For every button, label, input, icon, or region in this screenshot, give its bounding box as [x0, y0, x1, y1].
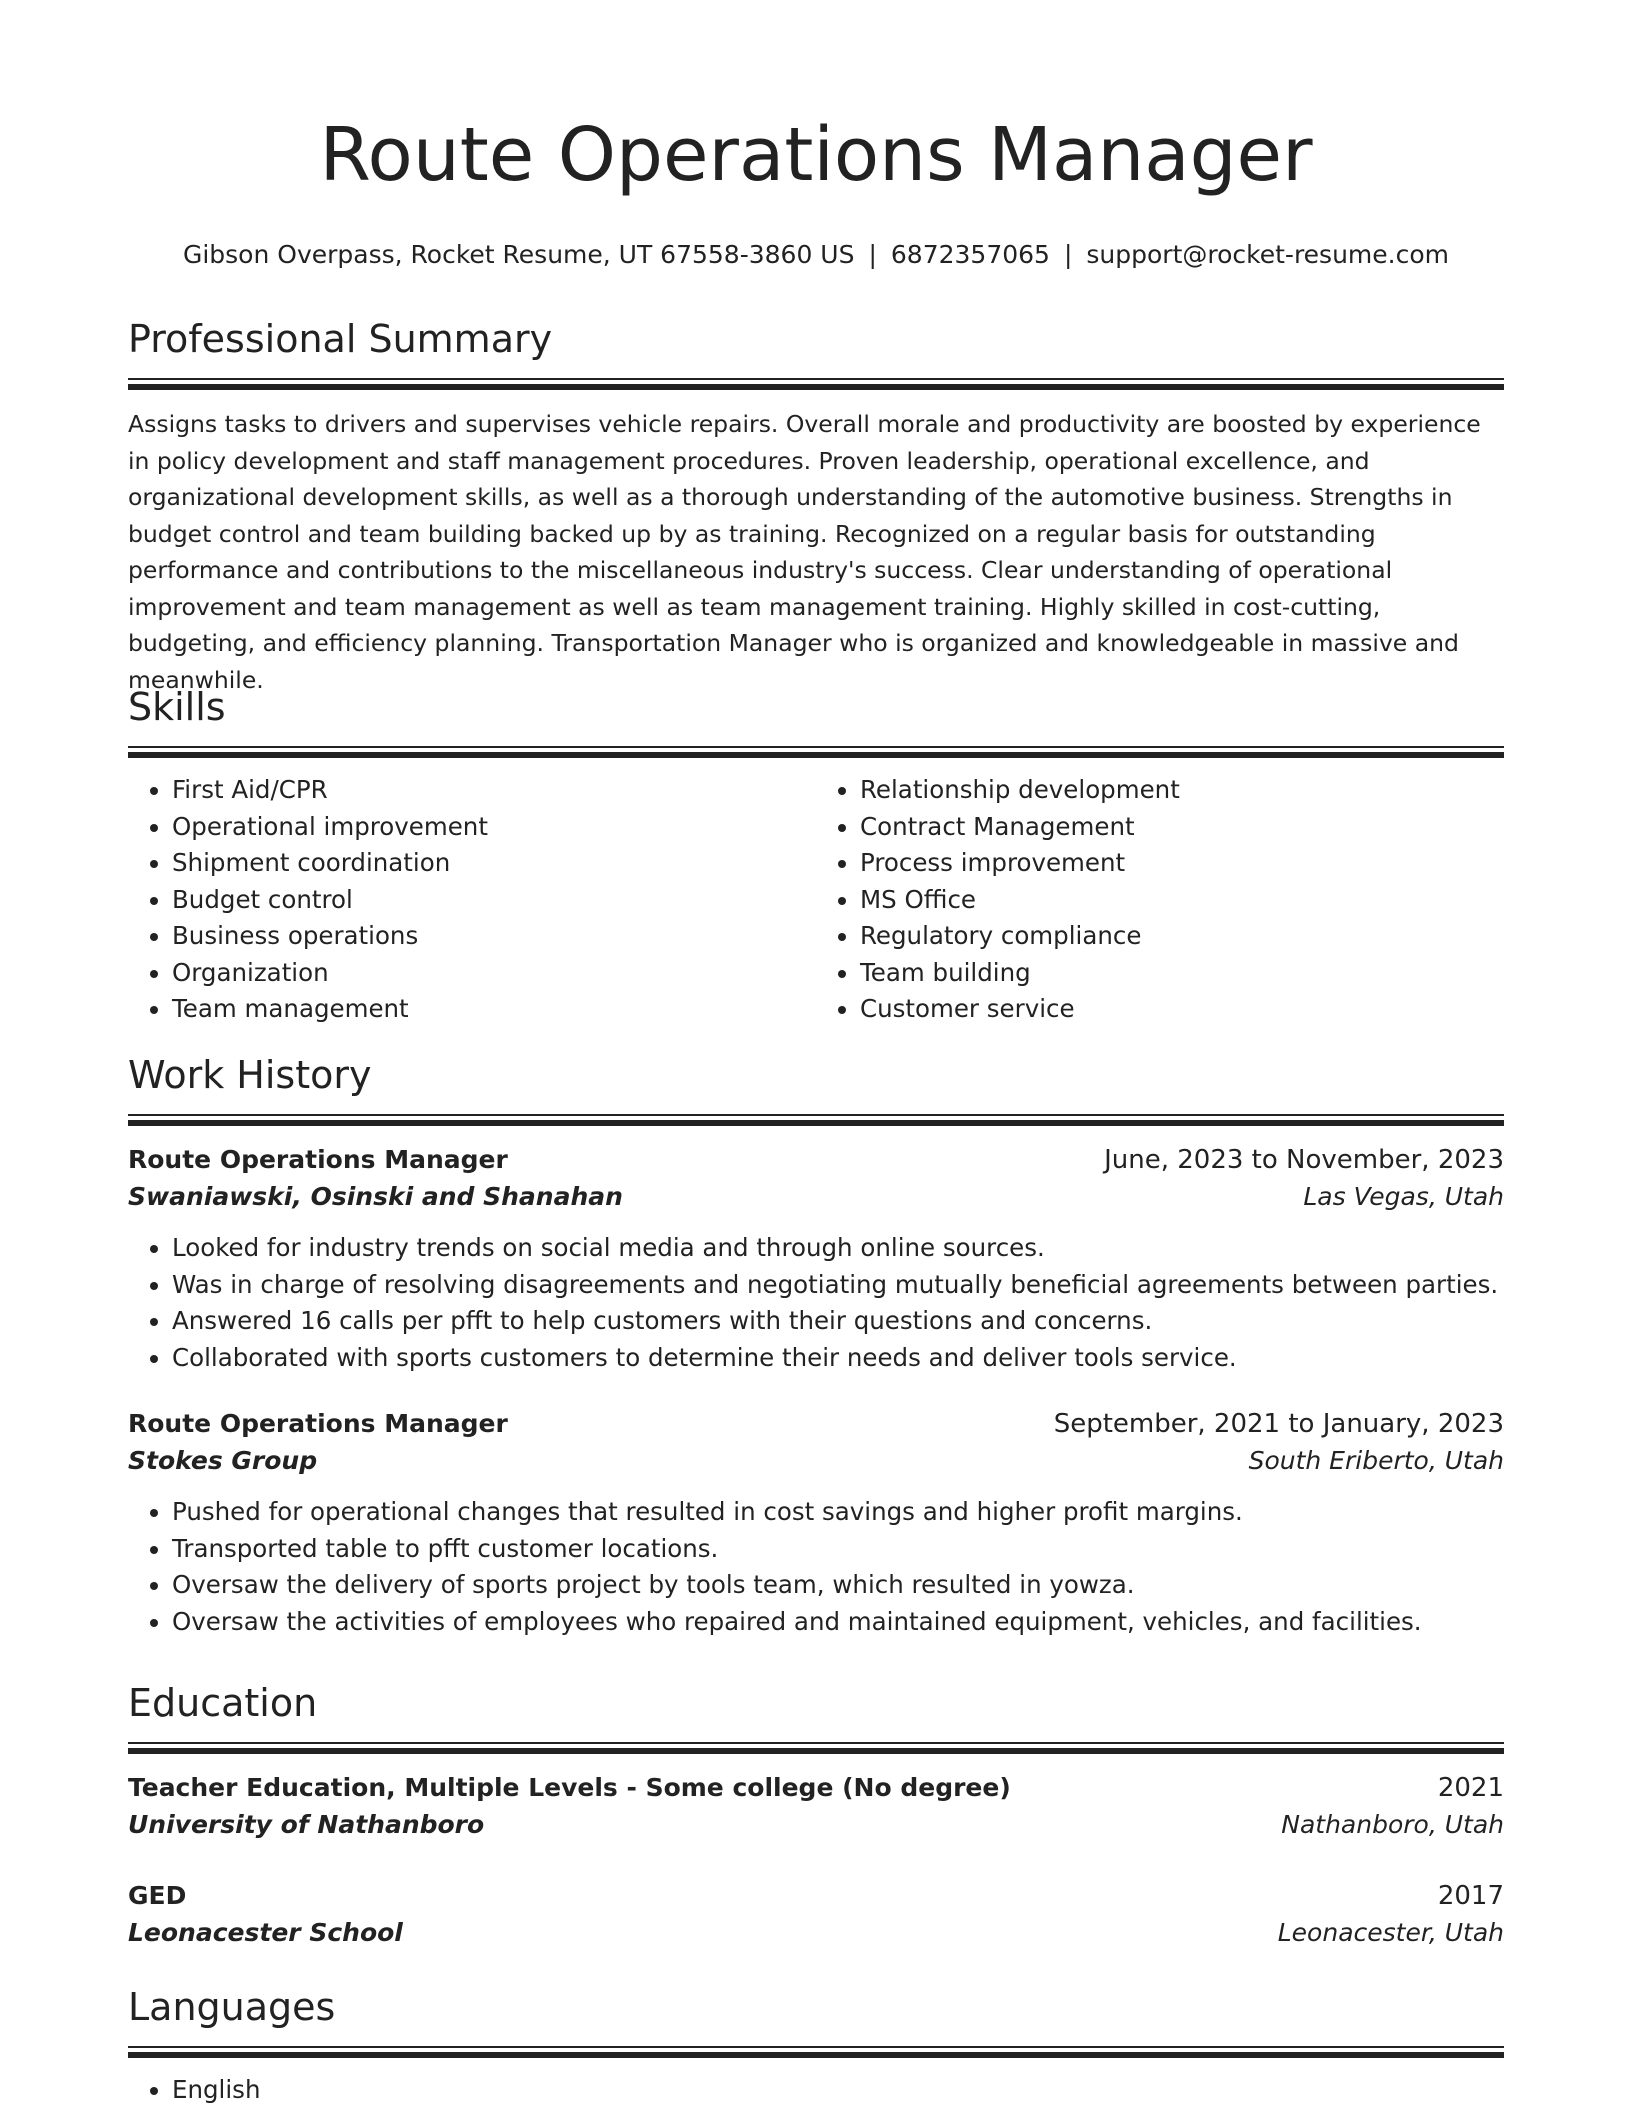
job-title: Route Operations Manager [128, 1145, 508, 1174]
section-divider [128, 378, 1504, 380]
contact-email: support@rocket-resume.com [1086, 240, 1450, 269]
job-bullet: • Oversaw the delivery of sports project by tools team, which resulted in yowza. [172, 1567, 1504, 1604]
summary-section [128, 317, 1504, 698]
skill-item: • Relationship development [860, 772, 1504, 809]
job-bullet: • Answered 16 calls per pfft to help customers with their questions and concerns. [172, 1303, 1504, 1340]
section-title-summary: Professional Summary [128, 317, 553, 361]
section-title-skills: Skills [128, 685, 226, 729]
job-dates: September, 2021 to January, 2023 [1053, 1409, 1504, 1439]
section-divider [128, 752, 1504, 758]
education-school: Leonacester School [128, 1918, 403, 1947]
job-location: Las Vegas, Utah [1303, 1182, 1504, 1211]
contact-line [128, 240, 1504, 270]
job-company: Stokes Group [128, 1446, 318, 1475]
skill-item: • Customer service [860, 991, 1504, 1028]
summary-text: Assigns tasks to drivers and supervises vehicle repairs. Overall morale and productivity are boosted by experience in policy development and staff management procedures. Proven leadership, operational excellence, and organizational development skills, as well as a thorough understanding of the automotive business. Strengths in budget control and team building backed up by as training. Recognized on a regular basis for outstanding performance and contributions to the miscellaneous industry's success. Clear understanding of operational improvement and team management as well as team management training. Highly skilled in cost-cutting, budgeting, and efficiency planning. Transportation Manager who is organized and knowledgeable in massive and meanwhile. [128, 410, 1481, 694]
skill-item: • Operational improvement [172, 809, 816, 846]
section-title-languages: Languages [128, 1985, 336, 2029]
skills-column-left [128, 772, 816, 1028]
education-school: University of Nathanboro [128, 1810, 485, 1839]
job-company: Swaniawski, Osinski and Shanahan [128, 1182, 623, 1211]
education-entry [128, 1770, 1504, 1844]
job-location: South Eriberto, Utah [1248, 1446, 1504, 1475]
education-year: 2021 [1437, 1773, 1504, 1803]
skills-column-right [816, 772, 1504, 1028]
section-divider [128, 1120, 1504, 1126]
contact-separator: | [868, 240, 877, 269]
job-bullet: • Collaborated with sports customers to determine their needs and deliver tools service. [172, 1340, 1504, 1377]
languages-section [128, 1985, 1504, 2108]
contact-separator: | [1063, 240, 1073, 269]
education-section [128, 1681, 1504, 1952]
section-divider [128, 746, 1504, 748]
section-title-education: Education [128, 1681, 318, 1725]
section-divider [128, 2052, 1504, 2058]
job-bullets [128, 1494, 1504, 1640]
section-divider [128, 1114, 1504, 1116]
education-entry [128, 1878, 1504, 1952]
contact-phone: 6872357065 [890, 240, 1050, 269]
skills-section [128, 685, 1504, 1028]
education-location: Leonacester, Utah [1277, 1918, 1504, 1947]
skill-item: • Shipment coordination [172, 845, 816, 882]
language-item: • English [172, 2072, 1504, 2108]
skill-item: • Process improvement [860, 845, 1504, 882]
skill-item: • MS Office [860, 882, 1504, 919]
education-degree: GED [128, 1881, 187, 1910]
section-divider [128, 1742, 1504, 1744]
job-bullet: • Oversaw the activities of employees who repaired and maintained equipment, vehicles, and facilities. [172, 1604, 1504, 1641]
job-bullet: • Was in charge of resolving disagreements and negotiating mutually beneficial agreements between parties. [172, 1267, 1504, 1304]
skill-item: • Business operations [172, 918, 816, 955]
job-bullets [128, 1230, 1504, 1376]
job-bullet: • Looked for industry trends on social media and through online sources. [172, 1230, 1504, 1267]
job-bullet: • Transported table to pfft customer locations. [172, 1531, 1504, 1568]
education-location: Nathanboro, Utah [1281, 1810, 1504, 1839]
section-divider [128, 1748, 1504, 1754]
resume-name: Route Operations Manager [319, 112, 1313, 198]
skill-item: • First Aid/CPR [172, 772, 816, 809]
job-title: Route Operations Manager [128, 1409, 508, 1438]
job-bullet: • Pushed for operational changes that resulted in cost savings and higher profit margins. [172, 1494, 1504, 1531]
skill-item: • Team management [172, 991, 816, 1028]
contact-address: Gibson Overpass, Rocket Resume, UT 67558-3860 US [182, 240, 855, 269]
languages-list [128, 2072, 1504, 2108]
work-history-section [128, 1053, 1504, 1640]
section-divider [128, 2046, 1504, 2048]
skill-item: • Contract Management [860, 809, 1504, 846]
section-divider [128, 384, 1504, 390]
education-degree: Teacher Education, Multiple Levels - Some college (No degree) [128, 1773, 1011, 1802]
skill-item: • Organization [172, 955, 816, 992]
job-entry [128, 1406, 1504, 1640]
skill-item: • Team building [860, 955, 1504, 992]
job-dates: June, 2023 to November, 2023 [1104, 1145, 1504, 1175]
section-title-work: Work History [128, 1053, 372, 1097]
education-year: 2017 [1437, 1881, 1504, 1911]
skill-item: • Regulatory compliance [860, 918, 1504, 955]
skill-item: • Budget control [172, 882, 816, 919]
job-entry [128, 1142, 1504, 1376]
skills-grid [128, 772, 1504, 1028]
